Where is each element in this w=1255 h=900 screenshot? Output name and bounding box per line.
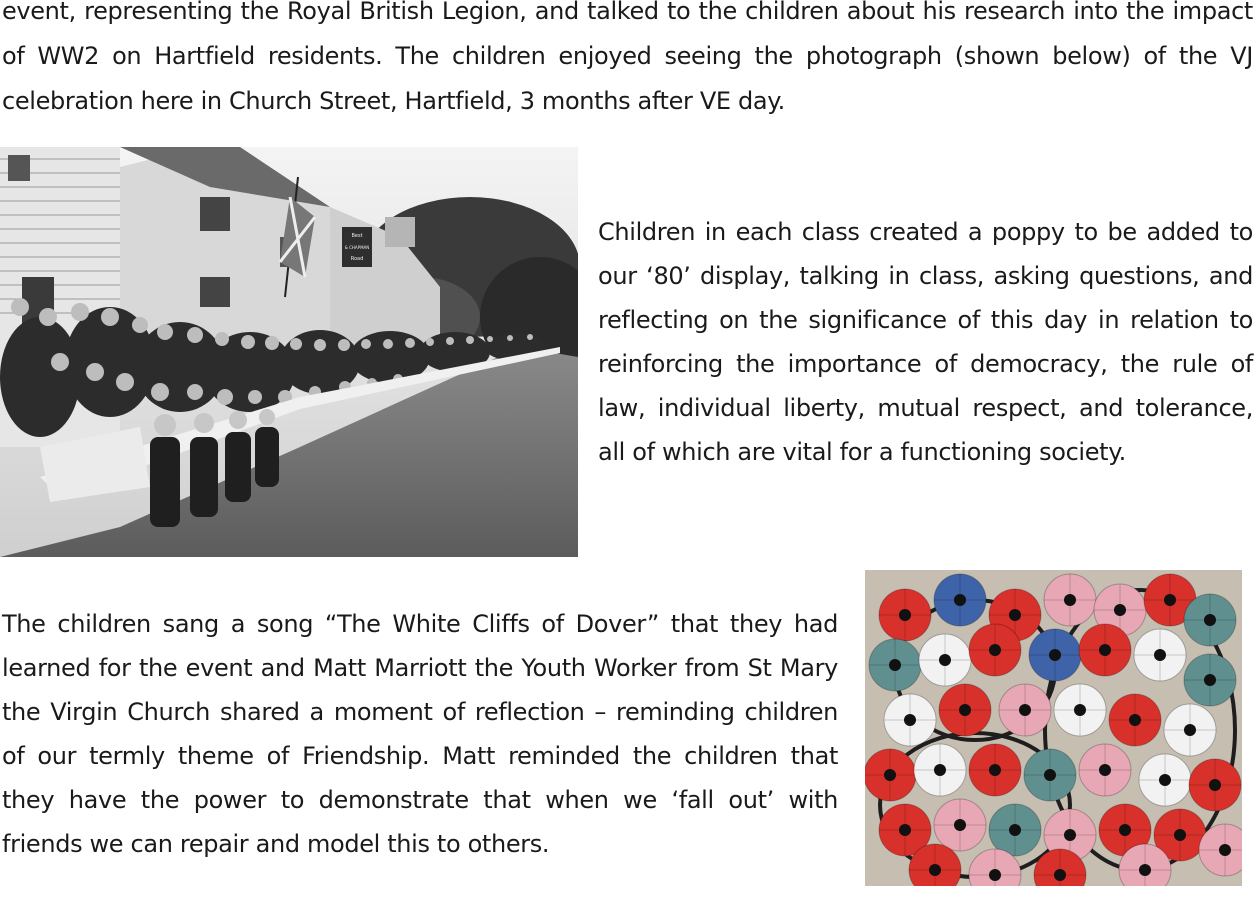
poppy-center [899,824,911,836]
poppy-center [1129,714,1141,726]
poppy-center [1009,609,1021,621]
poppy-center [959,704,971,716]
poppy-center [1064,829,1076,841]
song-paragraph: The children sang a song “The White Cliffs of Dover” that they had learned for the event and Matt Marriott the Youth Worker from St Mary the Virgin Church shared a moment of reflection – reminding children of our termly theme of Friendship. Matt reminded the children that they have the power to demonstrate that when we ‘fall out’ with friends we can repair and model this to others. [2,610,838,858]
poppy-center [1219,844,1231,856]
poppy-center [1159,774,1171,786]
poppy-center [1044,769,1056,781]
poppy-center [1009,824,1021,836]
poppy-center [1164,594,1176,606]
poppy-center [1099,644,1111,656]
poppy-center [939,654,951,666]
poppy-center [1119,824,1131,836]
poppy-center [884,769,896,781]
poppy-center [1049,649,1061,661]
poppy-center [1204,614,1216,626]
poppy-center [954,819,966,831]
poppy-center [929,864,941,876]
poppy-center [1139,864,1151,876]
poppy-center [889,659,901,671]
pub-sign-line-1: Best [351,233,363,239]
poppy-center [1099,764,1111,776]
poppy-center [1204,674,1216,686]
pub-sign-line-2: & CHAPMAN [344,245,370,250]
poppy-center [954,594,966,606]
intro-paragraph: event, representing the Royal British Legion, and talked to the children about his research into the impact of WW2 on Hartfield residents. The children enjoyed seeing the photograph (shown below) of the VJ celebration here in Church Street, Hartfield, 3 months after VE day. [2,0,1253,115]
poppy-center [1054,869,1066,881]
vj-celebration-photo [0,147,578,557]
poppy-center [1209,779,1221,791]
poppy-center [989,644,1001,656]
poppy-center [1019,704,1031,716]
poppy-display-photo [865,570,1242,886]
poppy-center [1064,594,1076,606]
poppy-center [1114,604,1126,616]
poppy-center [934,764,946,776]
poppy-center [904,714,916,726]
poppy-center [989,764,1001,776]
poppy-center [989,869,1001,881]
poppy-center [899,609,911,621]
pub-sign-line-3: Road [350,256,364,262]
poppy-paragraph: Children in each class created a poppy to be added to our ‘80’ display, talking in class, asking questions, and reflecting on the significance of this day in relation to reinforcing the importance of democracy, the rule of law, individual liberty, mutual respect, and tolerance, all of which are vital for a functioning society. [598,218,1253,466]
poppy-center [1154,649,1166,661]
poppy-center [1184,724,1196,736]
poppy-center [1074,704,1086,716]
poppy-center [1174,829,1186,841]
